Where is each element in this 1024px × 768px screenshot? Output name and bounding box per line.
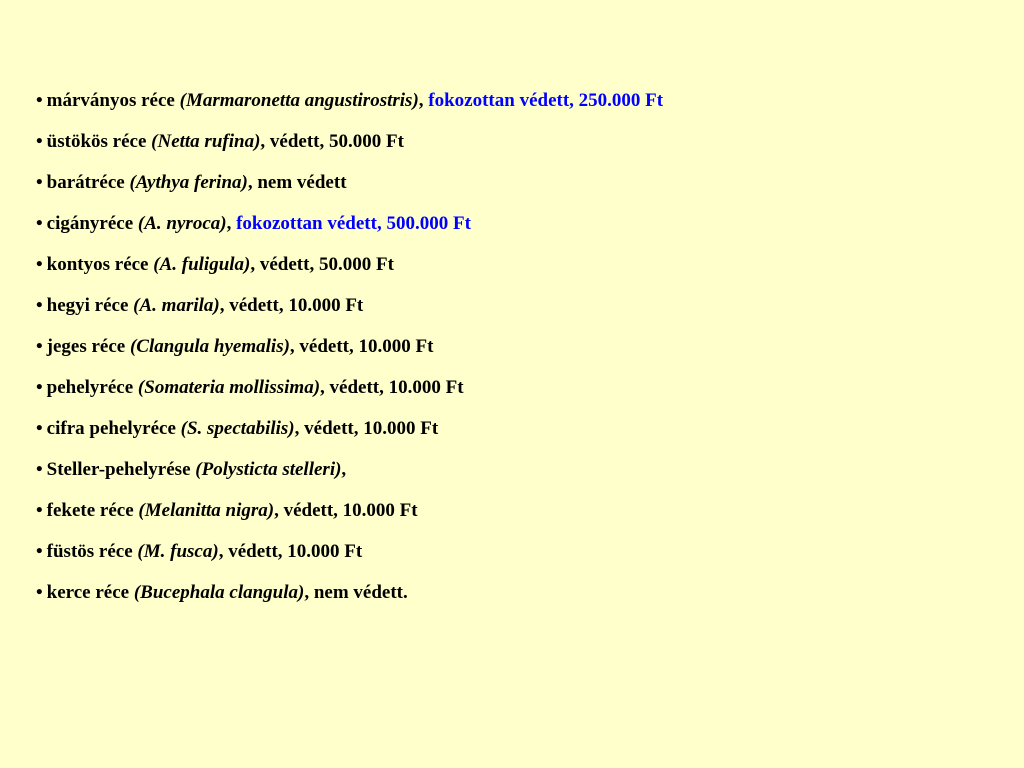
protection-status: fokozottan védett, 250.000 Ft — [428, 90, 664, 111]
species-list — [36, 84, 663, 617]
protection-status: védett, 10.000 Ft — [283, 500, 418, 521]
latin-name: (Melanitta nigra) — [138, 500, 275, 521]
bullet-icon: • — [36, 90, 43, 111]
list-item — [36, 166, 663, 207]
list-item — [36, 248, 663, 289]
separator: , — [341, 459, 347, 480]
separator: , — [250, 254, 256, 275]
bullet-icon: • — [36, 213, 43, 234]
separator: , — [274, 500, 279, 521]
common-name: fekete réce — [46, 500, 134, 521]
common-name: hegyi réce — [46, 295, 129, 316]
list-item — [36, 125, 663, 166]
protection-status: védett, 10.000 Ft — [229, 295, 364, 316]
list-item — [36, 453, 663, 494]
separator: , — [260, 131, 266, 152]
protection-status: nem védett — [257, 172, 347, 193]
common-name: barátréce — [46, 172, 125, 193]
protection-status: védett, 10.000 Ft — [299, 336, 434, 357]
latin-name: (Aythya ferina) — [129, 172, 248, 193]
common-name: Steller-pehelyrése — [46, 459, 191, 480]
bullet-icon: • — [36, 172, 43, 193]
bullet-icon: • — [36, 336, 43, 357]
bullet-icon: • — [36, 254, 43, 275]
protection-status: védett, 10.000 Ft — [329, 377, 464, 398]
common-name: pehelyréce — [46, 377, 134, 398]
bullet-icon: • — [36, 295, 43, 316]
bullet-icon: • — [36, 582, 43, 603]
latin-name: (A. fuligula) — [153, 254, 251, 275]
separator: , — [320, 377, 325, 398]
bullet-icon: • — [36, 418, 43, 439]
common-name: füstös réce — [46, 541, 133, 562]
common-name: márványos réce — [46, 90, 175, 111]
common-name: cifra pehelyréce — [46, 418, 176, 439]
latin-name: (Clangula hyemalis) — [129, 336, 290, 357]
latin-name: (M. fusca) — [137, 541, 219, 562]
latin-name: (Somateria mollissima) — [137, 377, 321, 398]
common-name: üstökös réce — [46, 131, 147, 152]
separator: , — [418, 90, 424, 111]
protection-status: védett, 10.000 Ft — [304, 418, 439, 439]
separator: , — [294, 418, 300, 439]
separator: , — [247, 172, 253, 193]
common-name: kontyos réce — [46, 254, 149, 275]
separator: , — [304, 582, 310, 603]
protection-status: védett, 50.000 Ft — [259, 254, 394, 275]
list-item — [36, 412, 663, 453]
list-item — [36, 330, 663, 371]
bullet-icon: • — [36, 377, 43, 398]
common-name: cigányréce — [46, 213, 134, 234]
latin-name: (Bucephala clangula) — [133, 582, 305, 603]
protection-status: nem védett. — [313, 582, 408, 603]
bullet-icon: • — [36, 459, 43, 480]
bullet-icon: • — [36, 541, 43, 562]
separator: , — [226, 213, 232, 234]
latin-name: (Polysticta stelleri) — [195, 459, 342, 480]
list-item — [36, 289, 663, 330]
list-item — [36, 576, 663, 617]
list-item — [36, 84, 663, 125]
protection-status: védett, 50.000 Ft — [269, 131, 404, 152]
list-item — [36, 535, 663, 576]
latin-name: (A. marila) — [133, 295, 220, 316]
latin-name: (S. spectabilis) — [180, 418, 295, 439]
common-name: jeges réce — [46, 336, 126, 357]
bullet-icon: • — [36, 131, 43, 152]
protection-status: védett, 10.000 Ft — [228, 541, 363, 562]
latin-name: (A. nyroca) — [137, 213, 227, 234]
protection-status: fokozottan védett, 500.000 Ft — [236, 213, 471, 234]
separator: , — [219, 295, 225, 316]
latin-name: (Netta rufina) — [151, 131, 261, 152]
list-item — [36, 371, 663, 412]
list-item — [36, 494, 663, 535]
separator: , — [289, 336, 295, 357]
bullet-icon: • — [36, 500, 43, 521]
latin-name: (Marmaronetta angustirostris) — [179, 90, 419, 111]
list-item — [36, 207, 663, 248]
common-name: kerce réce — [46, 582, 130, 603]
separator: , — [218, 541, 224, 562]
